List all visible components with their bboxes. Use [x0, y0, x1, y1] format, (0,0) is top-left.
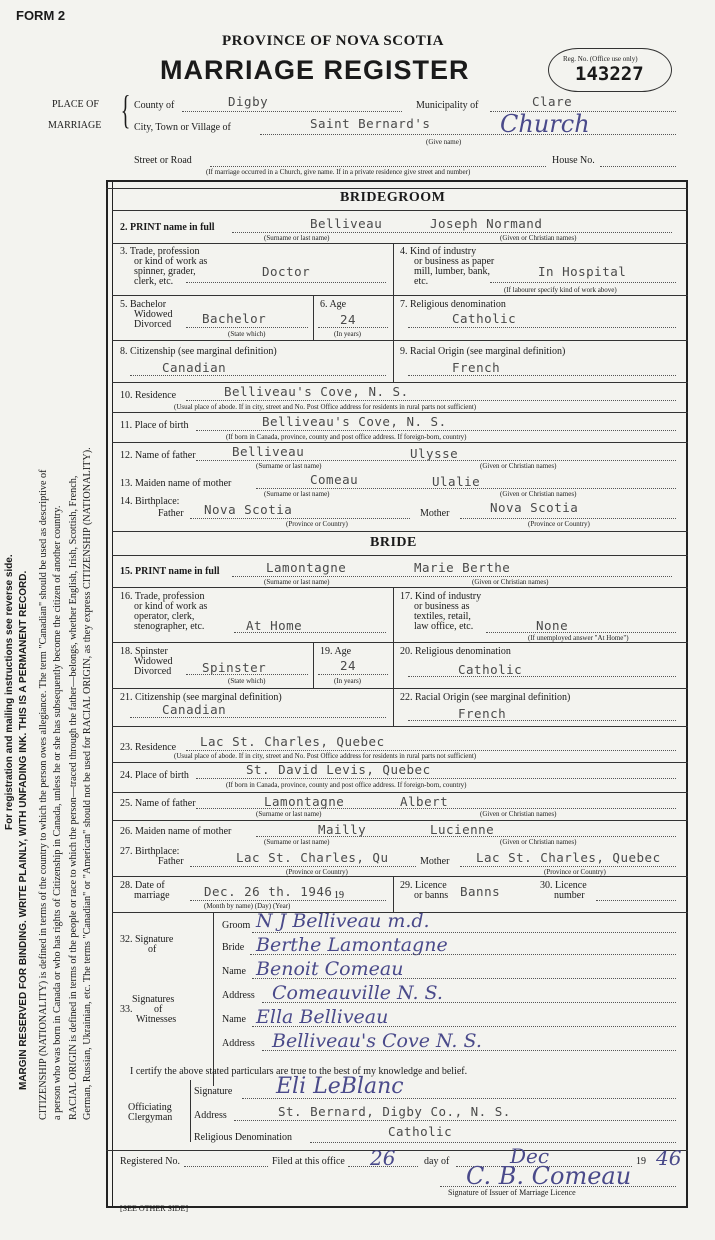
marriage-date-note: (Month by name) (Day) (Year) [204, 902, 291, 910]
groom-residence-note: (Usual place of abode. If in city, street and No. Post Office address for residents in rural parts not sufficient) [174, 403, 477, 411]
marriage-date: Dec. 26 th. 1946 [204, 884, 333, 899]
bride-father-surname-note: (Surname or last name) [256, 810, 322, 818]
bride-q18-1: 18. Spinster [120, 646, 168, 657]
groom-signature: N J Belliveau m.d. [256, 910, 430, 932]
municipality-label: Municipality of [416, 100, 479, 111]
bride-q17-2: or business as [414, 601, 470, 612]
bride-given: Marie Berthe [414, 560, 511, 575]
w2-name: Ella Belliveau [256, 1006, 389, 1028]
q32-2: of [148, 944, 157, 955]
reg-no-label: Reg. No. (Office use only) [563, 55, 638, 63]
bride-age: 24 [340, 658, 357, 673]
groom-birthplace-note: (If born in Canada, province, county and post office address. If foreign-born, country) [226, 433, 467, 441]
registered-label: Registered No. [120, 1156, 180, 1167]
bride-father-surname: Lamontagne [264, 794, 345, 809]
w1-name-label: Name [222, 966, 246, 977]
bride-q16-2: or kind of work as [134, 601, 208, 612]
groom-surname-note: (Surname or last name) [264, 234, 330, 242]
q28-1: 28. Date of [120, 880, 165, 891]
groom-racial: French [452, 360, 501, 375]
marriage-year-prefix: 19 [334, 890, 344, 901]
groom-religion: Catholic [452, 311, 517, 326]
bride-father-birthplace: Lac St. Charles, Qu [236, 850, 389, 865]
groom-q4-2: or business as paper [414, 256, 495, 267]
groom-q14: 14. Birthplace: [120, 496, 180, 507]
officiating-label-2: Clergyman [128, 1112, 173, 1123]
reg-no-value: 143227 [575, 63, 644, 85]
page-title: MARRIAGE REGISTER [160, 55, 470, 85]
w1-name: Benoit Comeau [256, 958, 404, 980]
q29-2: or banns [414, 890, 449, 901]
q33-3: Witnesses [136, 1014, 177, 1025]
filed-month: Dec [510, 1144, 550, 1168]
bride-birthplace: St. David Levis, Quebec [246, 762, 431, 777]
bride-q17-4: law office, etc. [414, 621, 474, 632]
filed-year-prefix: 19 [636, 1156, 646, 1167]
bride-mother-given: Lucienne [430, 822, 495, 837]
groom-q8: 8. Citizenship (see marginal definition) [120, 346, 277, 357]
bride-q16-4: stenographer, etc. [134, 621, 205, 632]
officiating-label-1: Officiating [128, 1102, 172, 1113]
bride-mother-surname-note: (Surname or last name) [264, 838, 330, 846]
groom-q2: 2. PRINT name in full [120, 222, 215, 233]
bride-given-note: (Given or Christian names) [472, 578, 549, 586]
bride-q18-2: Widowed [134, 656, 173, 667]
bride-q17-1: 17. Kind of industry [400, 591, 482, 602]
groom-father-label: Father [158, 508, 184, 519]
form-number: FORM 2 [16, 8, 66, 23]
place-label-2: MARRIAGE [48, 120, 102, 131]
groom-heading: BRIDEGROOM [340, 190, 446, 205]
q30-1: 30. Licence [540, 880, 587, 891]
groom-father-birthplace: Nova Scotia [204, 502, 293, 517]
margin-note-2: For registration and mailing instructions see reverse side. [4, 554, 15, 830]
groom-q10: 10. Residence [120, 390, 177, 401]
bride-q24: 24. Place of birth [120, 770, 189, 781]
bride-q20: 20. Religious denomination [400, 646, 511, 657]
groom-birthplace: Belliveau's Cove, N. S. [262, 414, 447, 429]
clergy-addr-label: Address [194, 1110, 227, 1121]
bride-mother-label: Mother [420, 856, 450, 867]
q30-2: number [554, 890, 585, 901]
w1-address: Comeauville N. S. [272, 982, 443, 1004]
certify-text: I certify the above stated particulars are true to the best of my knowledge and belief. [130, 1066, 468, 1077]
w2-addr-label: Address [222, 1038, 255, 1049]
bride-state-which: (State which) [228, 677, 266, 685]
bride-father-given-note: (Given or Christian names) [480, 810, 557, 818]
bride-mother-surname: Mailly [318, 822, 367, 837]
bride-q25: 25. Name of father [120, 798, 196, 809]
q33-2: of [154, 1004, 163, 1015]
street-note: (If marriage occurred in a Church, give name. If in a private residence give street and number) [206, 168, 471, 176]
groom-q5-3: Divorced [134, 319, 172, 330]
groom-q4-3: mill, lumber, bank, [414, 266, 490, 277]
bride-surname-note: (Surname or last name) [264, 578, 330, 586]
bride-residence-note: (Usual place of abode. If in city, street and No. Post Office address for residents in rural parts not sufficient) [174, 752, 477, 760]
bride-residence: Lac St. Charles, Quebec [200, 734, 385, 749]
clergy-signature: Eli LeBlanc [276, 1074, 404, 1099]
municipality-value: Clare [532, 94, 573, 109]
bride-q23: 23. Residence [120, 742, 177, 753]
place-label-1: PLACE OF [52, 99, 99, 110]
filed-year: 46 [656, 1146, 682, 1170]
w1-addr-label: Address [222, 990, 255, 1001]
bride-citizenship: Canadian [162, 702, 227, 717]
bride-q19: 19. Age [320, 646, 352, 657]
clergy-religion: Catholic [388, 1124, 453, 1139]
bride-father-label: Father [158, 856, 184, 867]
groom-father-given: Ulysse [410, 446, 459, 461]
bride-q21: 21. Citizenship (see marginal definition) [120, 692, 282, 703]
county-value: Digby [228, 94, 269, 109]
groom-sig-label: Groom [222, 920, 251, 931]
groom-q5-1: 5. Bachelor [120, 299, 167, 310]
county-label: County of [134, 100, 175, 111]
bride-mother-birthplace: Lac St. Charles, Quebec [476, 850, 661, 865]
groom-mother-birthplace: Nova Scotia [490, 500, 579, 515]
bride-birthplace-note: (If born in Canada, province, county and post office address. If foreign-born, country) [226, 781, 467, 789]
groom-q11: 11. Place of birth [120, 420, 189, 431]
groom-q6: 6. Age [320, 299, 347, 310]
groom-q4-4: etc. [414, 276, 429, 287]
bride-status: Spinster [202, 660, 267, 675]
margin-note-4: a person who was born in Canada or who has rights of Citizenship in Canada, unless he or she has subsequently become the citizen of another country. [52, 505, 63, 1120]
bride-trade: At Home [246, 618, 303, 633]
give-name-note: (Give name) [426, 138, 462, 146]
groom-citizenship: Canadian [162, 360, 227, 375]
filed-label: Filed at this office [272, 1156, 345, 1167]
q29-1: 29. Licence [400, 880, 447, 891]
bride-q26: 26. Maiden name of mother [120, 826, 232, 837]
groom-mother-given: Ulalie [432, 474, 481, 489]
w2-name-label: Name [222, 1014, 246, 1025]
bride-q22: 22. Racial Origin (see marginal definition) [400, 692, 571, 703]
city-label: City, Town or Village of [134, 122, 231, 133]
bride-q27: 27. Birthplace: [120, 846, 180, 857]
groom-age: 24 [340, 312, 357, 327]
groom-q5-2: Widowed [134, 309, 173, 320]
q32-1: 32. Signature [120, 934, 174, 945]
groom-q13: 13. Maiden name of mother [120, 478, 232, 489]
groom-father-surname: Belliveau [232, 444, 305, 459]
place-brace: { [120, 87, 131, 132]
bride-q16-1: 16. Trade, profession [120, 591, 205, 602]
bride-religion: Catholic [458, 662, 523, 677]
bride-industry-note: (If unemployed answer "At Home") [528, 634, 629, 642]
bride-q18-3: Divorced [134, 666, 172, 677]
bride-sig-label: Bride [222, 942, 245, 953]
groom-industry: In Hospital [538, 264, 627, 279]
reg-no-box [548, 48, 672, 92]
groom-q4-1: 4. Kind of industry [400, 246, 477, 257]
house-label: House No. [552, 155, 595, 166]
bride-in-years: (In years) [334, 677, 362, 685]
province-title: PROVINCE OF NOVA SCOTIA [222, 33, 444, 49]
q28-2: marriage [134, 890, 170, 901]
bride-father-given: Albert [400, 794, 449, 809]
groom-q3-4: clerk, etc. [134, 276, 174, 287]
groom-father-given-note: (Given or Christian names) [480, 462, 557, 470]
bride-mother-prov-note: (Province or Country) [544, 868, 606, 876]
issuer-label: Signature of Issuer of Marriage Licence [448, 1188, 576, 1197]
bride-q15: 15. PRINT name in full [120, 566, 220, 577]
groom-in-years: (In years) [334, 330, 362, 338]
groom-q3-3: spinner, grader, [134, 266, 196, 277]
bride-q16-3: operator, clerk, [134, 611, 195, 622]
licence-or-banns: Banns [460, 884, 501, 899]
bride-q17-3: textiles, retail, [414, 611, 471, 622]
margin-note-5: RACIAL ORIGIN is defined in terms of the people or race to which the person—traced through the father—belongs, whether English, Irish, Scottish, French, [68, 475, 79, 1120]
groom-father-surname-note: (Surname or last name) [256, 462, 322, 470]
city-value: Saint Bernard's [310, 116, 431, 131]
groom-father-prov-note: (Province or Country) [286, 520, 348, 528]
groom-q3-2: or kind of work as [134, 256, 208, 267]
bride-signature: Berthe Lamontagne [256, 934, 448, 956]
groom-q12: 12. Name of father [120, 450, 196, 461]
groom-state-which: (State which) [228, 330, 266, 338]
filed-day: 26 [370, 1146, 396, 1170]
q33-1: Signatures [132, 994, 175, 1005]
groom-given: Joseph Normand [430, 216, 543, 231]
bride-racial: French [458, 706, 507, 721]
issuer-signature: C. B. Comeau [466, 1162, 632, 1190]
see-other-side: [SEE OTHER SIDE] [120, 1204, 188, 1213]
street-label: Street or Road [134, 155, 192, 166]
groom-mother-given-note: (Given or Christian names) [500, 490, 577, 498]
clergy-address: St. Bernard, Digby Co., N. S. [278, 1104, 511, 1119]
groom-q9: 9. Racial Origin (see marginal definition) [400, 346, 566, 357]
city-church-handwritten: Church [500, 110, 590, 138]
margin-note-3: CITIZENSHIP (NATIONALITY) is defined in terms of the country to which the person owes allegiance. The term "Canadian" should be used as descriptive of [38, 469, 49, 1120]
q33-num: 33. [120, 1004, 133, 1015]
groom-trade: Doctor [262, 264, 311, 279]
groom-status: Bachelor [202, 311, 267, 326]
clergy-relig-label: Religious Denomination [194, 1132, 293, 1143]
w2-address: Belliveau's Cove N. S. [272, 1030, 482, 1052]
groom-surname: Belliveau [310, 216, 383, 231]
day-of-label: day of [424, 1156, 450, 1167]
groom-mother-prov-note: (Province or Country) [528, 520, 590, 528]
groom-mother-surname: Comeau [310, 472, 359, 487]
clergy-sig-label: Signature [194, 1086, 233, 1097]
bride-heading: BRIDE [370, 535, 417, 550]
bride-surname: Lamontagne [266, 560, 347, 575]
groom-q7: 7. Religious denomination [400, 299, 506, 310]
groom-mother-label: Mother [420, 508, 450, 519]
margin-note-6: German, Russian, Ukrainian, etc. The terms "Canadian" or "American" should not be used for RACIAL ORIGIN, as they express CITIZENSHIP (NATIONALITY). [82, 447, 93, 1120]
groom-residence: Belliveau's Cove, N. S. [224, 384, 409, 399]
groom-mother-surname-note: (Surname or last name) [264, 490, 330, 498]
groom-given-note: (Given or Christian names) [500, 234, 577, 242]
margin-note-1: MARGIN RESERVED FOR BINDING. WRITE PLAINLY, WITH UNFADING INK. THIS IS A PERMANENT RECORD. [18, 570, 29, 1090]
bride-industry: None [536, 618, 569, 633]
groom-q3-1: 3. Trade, profession [120, 246, 200, 257]
bride-father-prov-note: (Province or Country) [286, 868, 348, 876]
bride-mother-given-note: (Given or Christian names) [500, 838, 577, 846]
groom-industry-note: (If labourer specify kind of work above) [504, 286, 617, 294]
